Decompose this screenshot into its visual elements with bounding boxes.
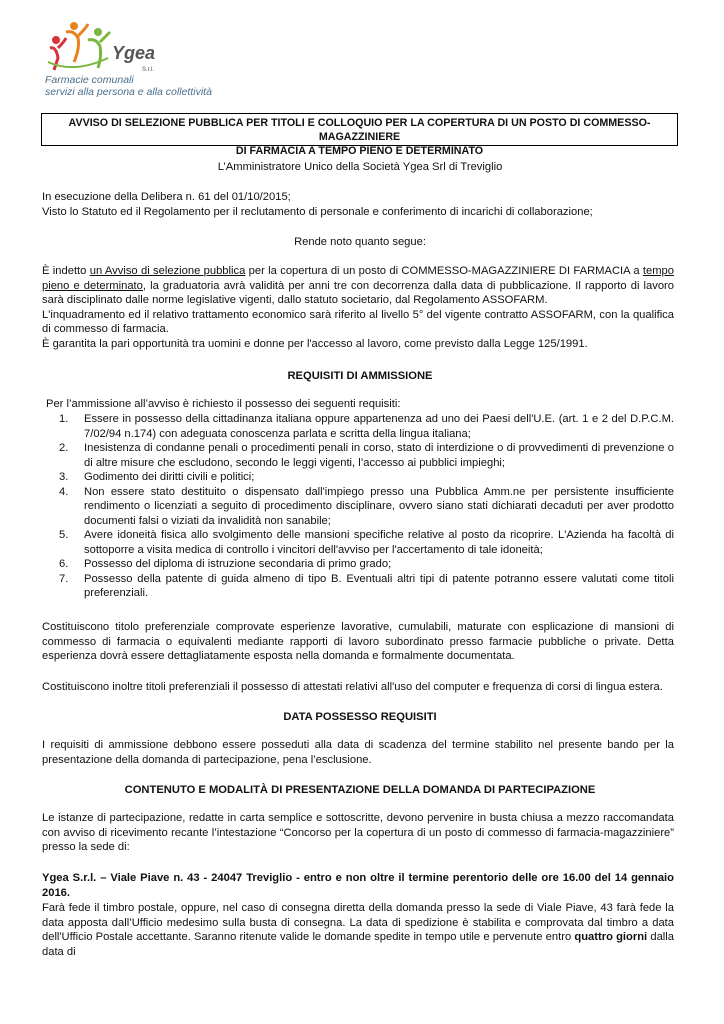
list-item-text: Godimento dei diritti civili e politici; (84, 471, 255, 483)
preamble-line-1: In esecuzione della Delibera n. 61 del 01/10/2015; (42, 191, 291, 203)
title-line-1: AVVISO DI SELEZIONE PUBBLICA PER TITOLI E COLLOQUIO PER LA COPERTURA DI UN POSTO DI COMMESSO-MAGAZZINIERE (68, 117, 651, 143)
list-item-text: Essere in possesso della cittadinanza italiana oppure appartenenza ad uno dei Paesi dell'U.E. (art. 1 e 2 del D.P.C.M. 7/02/94 n.174) con adeguata conoscenza parlata e scritta della lingua italiana; (84, 413, 674, 440)
document-title (41, 113, 678, 157)
list-item (42, 485, 674, 529)
administrator-line: L’Amministratore Unico della Società Ygea Srl di Treviglio (217, 161, 503, 173)
list-item-text: Avere idoneità fisica allo svolgimento delle mansioni specifiche relative al posto da ricoprire. L'Azienda ha facoltà di sottoporre a visita medica di controllo i vincitori dell'avviso per l'accertamento di tale idoneità; (84, 529, 674, 556)
title-line-2: DI FARMACIA A TEMPO PIENO E DETERMINATO (235, 145, 484, 157)
logo-tagline-1: Farmacie comunali (45, 74, 134, 86)
requisiti-heading: REQUISITI DI AMMISSIONE (287, 370, 433, 382)
list-item (42, 572, 674, 601)
intro-paragraphs (42, 264, 674, 351)
preamble (42, 190, 674, 219)
titoli-p2: Costituiscono inoltre titoli preferenziali il possesso di attestati relativi all'uso del computer e frequenza di corsi di lingua estera. (42, 681, 663, 693)
contenuto-p2-b: dalla data di (42, 931, 674, 958)
intro-p1-a: È indetto (42, 265, 90, 277)
preamble-line-2: Visto lo Statuto ed il Regolamento per il reclutamento di personale e conferimento di incarichi di collaborazione; (42, 205, 593, 218)
list-item-text: Inesistenza di condanne penali o procedimenti penali in corso, stato di interdizione o di provvedimenti di prevenzione o di altre misure che escludono, secondo le leggi vigenti, l’accesso ai pubblici impieghi; (84, 442, 674, 469)
logo-srl: S.r.l. (142, 67, 155, 73)
requisiti-intro: Per l’ammissione all’avviso è richiesto il possesso dei seguenti requisiti: (46, 398, 401, 410)
list-item-number: 1. (59, 413, 69, 425)
list-item (42, 557, 674, 572)
intro-p1-c: la graduatoria avrà validità per anni tre con decorrenza dalla data di pubblicazione. Il rapporto di lavoro sarà disciplinato dalle norme legislative vigenti, dallo statuto societario, dal Regolamento ASSOFARM. (42, 279, 674, 306)
logo-name: Ygea (112, 43, 156, 63)
requisiti-list (42, 412, 674, 601)
intro-p1-underlined-1: un Avviso di selezione pubblica (89, 265, 246, 277)
intro-p1 (42, 264, 674, 308)
logo-figures-icon (44, 18, 114, 74)
logo-tagline-2: servizi alla persona e alla collettività (45, 86, 212, 98)
contenuto-p2-a: Farà fede il timbro postale, oppure, nel caso di consegna diretta della domanda presso la sede di Viale Piave, 43 farà fede la data apposta dall’Ufficio medesimo sulla busta di consegna. La data di spedizione è stabilita e comprovata dal timbro a data dell'Ufficio Postale accettante. Saranno ritenute valide le domande spedite in tempo utile e pervenute entro (42, 902, 674, 943)
contenuto-p2 (42, 901, 674, 959)
list-item-number: 6. (59, 558, 69, 570)
list-item-number: 4. (59, 485, 69, 498)
list-item (42, 412, 674, 441)
list-item-text: Possesso del diploma di istruzione secondaria di primo grado; (84, 558, 392, 570)
list-item-text: Possesso della patente di guida almeno di tipo B. Eventuali altri tipi di patente potranno essere valutati come titoli preferenziali. (84, 572, 674, 599)
data-possesso-heading: DATA POSSESSO REQUISITI (283, 711, 437, 723)
contenuto-address: Ygea S.r.l. – Viale Piave n. 43 - 24047 Treviglio - entro e non oltre il termine perentorio delle ore 16.00 del 14 gennaio 2016. (42, 872, 674, 899)
data-possesso-text: I requisiti di ammissione debbono essere posseduti alla data di scadenza del termine stabilito nel presente bando per la presentazione della domanda di partecipazione, pena l’esclusione. (42, 739, 674, 766)
contenuto-p2-bold: quattro giorni (574, 931, 648, 943)
intro-p1-underlined-2: tempo pieno e determinato, (42, 265, 674, 292)
list-item-number: 5. (59, 529, 69, 541)
intro-p3: È garantita la pari opportunità tra uomini e donne per l'accesso al lavoro, come previsto dalla Legge 125/1991. (42, 337, 588, 350)
intro-p2: L'inquadramento ed il relativo trattamento economico sarà riferito al livello 5° del vigente contratto ASSOFARM, con la qualifica di commesso di farmacia. (42, 308, 674, 335)
titoli-p1: Costituiscono titolo preferenziale comprovate esperienze lavorative, cumulabili, maturate con esplicazione di mansioni di commesso di farmacia o equivalenti mediante rapporti di lavoro subordinato presso farmacie pubbliche o private. Detta esperienza dovrà essere dettagliatamente esposta nella domanda e formalmente documentata. (42, 621, 674, 662)
list-item-text: Non essere stato destituito o dispensato dall'impiego presso una Pubblica Amm.ne per persistente insufficiente rendimento o licenziati a seguito di procedimento disciplinare, ovvero siano stati dichiarati decaduti per aver prodotto documenti falsi o viziati da invalidità non sanabile; (84, 485, 674, 527)
list-item-number: 7. (59, 572, 69, 585)
intro-p1-b: per la copertura di un posto di COMMESSO-MAGAZZINIERE DI FARMACIA a (245, 265, 643, 277)
contenuto-p1: Le istanze di partecipazione, redatte in carta semplice e sottoscritte, devono pervenire in busta chiusa a mezzo raccomandata con avviso di ricevimento recante l’intestazione “Concorso per la copertura di un posto di commesso di farmacia-magazziniere” presso la sede di: (42, 812, 674, 853)
ygea-logo (44, 18, 274, 98)
rende-noto-line: Rende noto quanto segue: (294, 236, 426, 248)
contenuto-heading: CONTENUTO E MODALITÀ DI PRESENTAZIONE DELLA DOMANDA DI PARTECIPAZIONE (124, 784, 596, 796)
list-item (42, 441, 674, 470)
list-item-number: 2. (59, 442, 69, 454)
list-item (42, 470, 674, 485)
list-item (42, 528, 674, 557)
list-item-number: 3. (59, 471, 69, 483)
